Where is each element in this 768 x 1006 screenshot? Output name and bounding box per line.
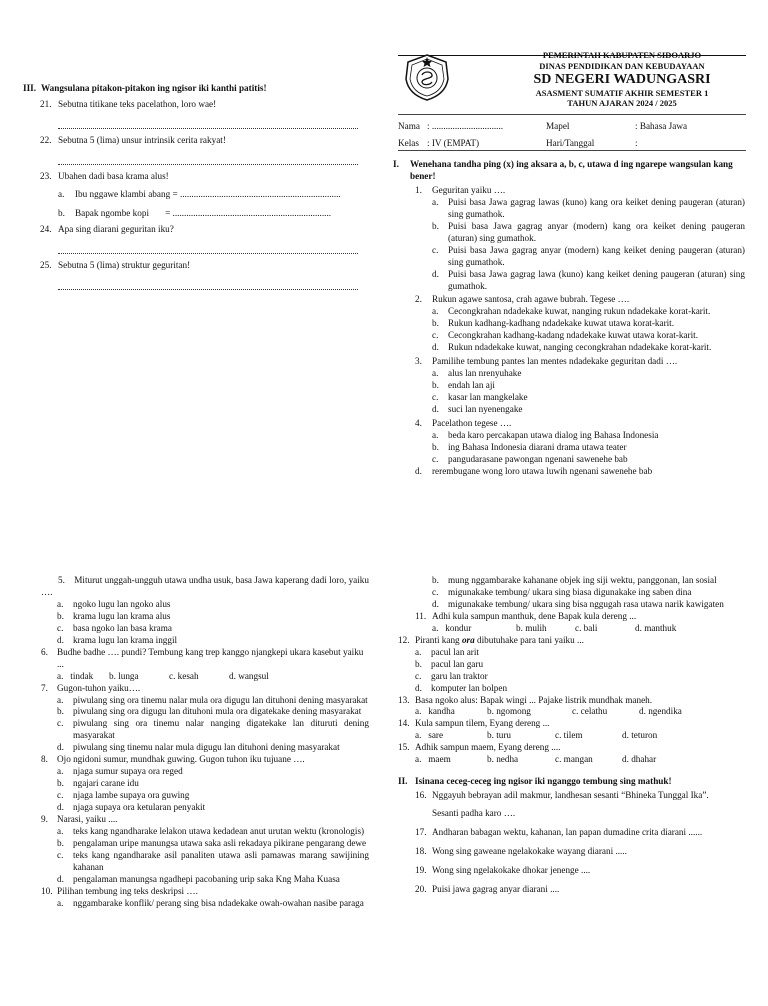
- option-b[interactable]: b. ngajari carane idu: [57, 778, 139, 789]
- question-number: 12.: [398, 634, 410, 645]
- header-divider: [398, 114, 746, 115]
- school-header: [398, 50, 746, 112]
- section-1-part-1: [393, 159, 745, 478]
- question-number: 9.: [41, 814, 48, 825]
- question-21: [23, 99, 358, 111]
- school-name: SD NEGERI WADUNGASRI: [533, 72, 711, 87]
- option-label: b.: [58, 207, 65, 218]
- option-a[interactable]: a. nggambarake konflik/ perang sing bisa ndadekake owah-owahan nasibe paraga: [57, 897, 364, 908]
- question-number: 21.: [40, 98, 52, 109]
- question-23-b: [23, 208, 358, 220]
- question-number: 3.: [415, 356, 422, 367]
- question-number: 20.: [415, 883, 427, 894]
- question-number: 14.: [398, 718, 410, 729]
- option-c[interactable]: c. Cecongkrahan kadhang-kadang ndadekake kuwat utawa korat-karit.: [432, 330, 699, 341]
- question-13-options: [398, 706, 746, 718]
- option-b[interactable]: b. endah lan aji: [432, 380, 495, 391]
- question-4: [393, 418, 745, 430]
- option-c[interactable]: c. tilem: [555, 730, 583, 741]
- question-25: [23, 260, 358, 272]
- option-c[interactable]: c. mangan: [555, 754, 593, 765]
- section-3-instruction: Wangsulana pitakon-pitakon ing ngisor iki kanthi patitis!: [41, 83, 267, 93]
- question-text: Geguritan yaiku ….: [432, 184, 506, 195]
- option-c[interactable]: c. garu lan traktor: [415, 670, 488, 681]
- option-a[interactable]: a. sare: [415, 730, 444, 741]
- question-12-options: [398, 647, 746, 695]
- option-d[interactable]: d. wangsul: [229, 670, 269, 681]
- question-14: [398, 718, 746, 730]
- question-number: 1.: [415, 184, 422, 195]
- option-b[interactable]: b. mulih: [516, 622, 547, 633]
- question-23: [23, 171, 358, 183]
- question-text: Pilihan tembung ing teks deskripsi ….: [57, 885, 198, 896]
- question-text: Adhik sampun maem, Eyang dereng ....: [415, 742, 561, 753]
- question-20: [398, 884, 746, 896]
- kelas-value: : IV (EMPAT): [427, 138, 480, 148]
- option-d[interactable]: d. manthuk: [635, 622, 677, 633]
- option-text[interactable]: Bapak ngombe kopi = .....................................................................: [75, 207, 332, 218]
- option-a[interactable]: a. Cecongkrahan ndadekake kuwat, nanging rukun ndadekake korat-karit.: [432, 306, 711, 317]
- school-year: TAHUN AJARAN 2024 / 2025: [567, 98, 677, 108]
- question-text: Wong sing gaweane ngelakokake wayang diarani .....: [432, 846, 627, 857]
- question-22: [23, 135, 358, 147]
- option-d[interactable]: d. teturon: [622, 730, 658, 741]
- question-text: Ubahen dadi basa krama alus!: [58, 170, 169, 181]
- option-a[interactable]: a. teks kang ngandharake lelakon utawa kedadean anut urutan wektu (kronologis): [57, 826, 365, 837]
- identity-block: [398, 121, 746, 151]
- section-2-instruction: Isinana ceceg-ceceg ing ngisor iki nganggo tembung sing mathuk!: [415, 776, 672, 787]
- option-c[interactable]: c. celathu: [572, 706, 608, 717]
- question-text: Gugon-tuhon yaiku….: [57, 682, 141, 693]
- option-c[interactable]: c. Puisi basa Jawa gagrag anyar (modern) kang keiket dening paugeran (aturan) sing gumathok.: [432, 244, 745, 267]
- question-8-options: [41, 766, 369, 814]
- option-a[interactable]: a. maem: [415, 754, 451, 765]
- question-text: Rukun agawe santosa, crah agawe bubrah. Tegese ….: [432, 294, 630, 305]
- option-a[interactable]: a. alus lan nrenyuhake: [432, 368, 522, 379]
- option-a[interactable]: a. pacul lan arit: [415, 646, 479, 657]
- option-c[interactable]: c. migunakake tembung/ ukara sing biasa digunakake ing saben dina: [432, 586, 692, 597]
- question-5: [41, 575, 369, 599]
- question-text: Sebutna 5 (lima) struktur geguritan!: [58, 259, 191, 270]
- question-number: 5.: [58, 575, 65, 585]
- mapel-label: Mapel: [546, 121, 570, 131]
- hari-label: Hari/Tanggal: [546, 138, 595, 148]
- question-number: 23.: [40, 170, 52, 181]
- option-b[interactable]: b. Puisi basa Jawa gagrag anyar (modern) kang ora keiket dening paugeran (aturan) sing gumathok.: [432, 220, 745, 243]
- section-3-number: III.: [23, 83, 37, 93]
- option-d[interactable]: d. krama lugu lan krama inggil: [57, 634, 178, 645]
- answer-line-22[interactable]: [58, 155, 358, 165]
- question-number: 6.: [41, 646, 48, 657]
- question-1-options: [393, 197, 745, 293]
- identity-divider: [398, 150, 746, 151]
- question-9-options: [41, 826, 369, 886]
- question-23-a: [23, 189, 358, 201]
- question-text: Piranti kang ora dibutuhake para tani yaiku ...: [415, 634, 584, 645]
- question-2: [393, 294, 745, 306]
- question-text: Andharan babagan wektu, kahanan, lan papan dumadine crita diarani ......: [432, 827, 703, 838]
- section-3: [23, 83, 358, 290]
- question-text: Narasi, yaiku ....: [57, 814, 118, 825]
- question-16-continuation: Sesanti padha karo ….: [432, 808, 516, 819]
- question-text: Nggayuh bebrayan adil makmur, landhesan sesanti “Bhineka Tunggal Ika”.: [432, 790, 709, 801]
- question-number: 15.: [398, 742, 410, 753]
- mapel-value: : Bahasa Jawa: [635, 121, 688, 131]
- question-6: [41, 647, 369, 671]
- section-1-instruction: Wenehana tandha ping (x) ing aksara a, b, c, utawa d ing ngarepe wangsulan kang bener!: [410, 159, 733, 181]
- question-text: Budhe badhe …. pundi? Tembung kang trep kanggo njangkepi ukara kasebut yaiku ...: [57, 646, 364, 669]
- question-text: Apa sing diarani geguritan iku?: [58, 223, 174, 234]
- option-b[interactable]: b. mung nggambarake kahanane objek ing siji wektu, panggonan, lan sosial: [432, 575, 717, 585]
- option-c[interactable]: c. basa ngoko lan basa krama: [57, 622, 172, 633]
- question-number: 11.: [415, 610, 427, 621]
- header-text: [506, 50, 738, 108]
- option-a[interactable]: a. Puisi basa Jawa gagrag lawas (kuno) kang ora keiket dening paugeran (aturan) sing gumathok.: [432, 196, 745, 219]
- option-d[interactable]: d. Puisi basa Jawa gagrag lawa (kuno) kang keiket dening paugeran (aturan) sing gumathok.: [432, 268, 745, 291]
- option-a[interactable]: a. kondur: [432, 622, 472, 633]
- question-text: Ojo ngidoni sumur, mundhak guwing. Gugon tuhon iku tujuane ….: [57, 754, 305, 765]
- kelas-label: Kelas: [398, 138, 419, 148]
- question-number: 13.: [398, 694, 410, 705]
- question-text: Miturut unggah-ungguh utawa undha usuk, basa Jawa kaperang dadi loro, yaiku ….: [41, 575, 369, 597]
- option-a[interactable]: a. kandha: [415, 706, 455, 717]
- question-24: [23, 224, 358, 236]
- option-c[interactable]: c. kesah: [169, 670, 199, 681]
- question-11: [398, 611, 746, 623]
- question-19: [398, 865, 746, 877]
- question-number: 16.: [415, 790, 427, 801]
- option-c[interactable]: c. pangudarasane pawongan ngenani sawenehe bab: [432, 453, 628, 464]
- option-d[interactable]: d. njaga supaya ora ketularan penyakit: [57, 802, 206, 813]
- question-number: 22.: [40, 134, 52, 145]
- question-2-options: [393, 306, 745, 354]
- question-number: 4.: [415, 418, 422, 429]
- question-text: Adhi kula sampun manthuk, dene Bapak kula dereng ...: [432, 610, 637, 621]
- question-text: Kula sampun tilem, Eyang dereng ...: [415, 718, 550, 729]
- option-c[interactable]: c. teks kang ngandharake asil panaliten utawa asli pamawas marang sawijining kahanan: [57, 849, 369, 872]
- question-text: Basa ngoko alus: Bapak wingi ... Pajake listrik mundhak maneh.: [415, 694, 653, 705]
- nama-label: Nama: [398, 121, 420, 131]
- question-1: [393, 185, 745, 197]
- option-d[interactable]: d. suci lan nyenengake: [432, 404, 523, 415]
- question-number: 25.: [40, 259, 52, 270]
- question-7: [41, 683, 369, 695]
- option-b[interactable]: b. ing Bahasa Indonesia diarani drama utawa teater: [432, 441, 627, 452]
- option-d[interactable]: d. ngendika: [639, 706, 682, 717]
- question-3-options: [393, 368, 745, 416]
- hari-field[interactable]: :: [635, 138, 638, 148]
- question-17: [398, 827, 746, 839]
- question-text: Pacelathon tegese ….: [432, 418, 512, 429]
- answer-line-21[interactable]: [58, 119, 358, 129]
- section-2-heading: [398, 776, 746, 788]
- question-number: 17.: [415, 827, 427, 838]
- question-3: [393, 356, 745, 368]
- option-b[interactable]: b. pengalaman uripe manungsa utawa saka asli rekadaya pikirane pengarang dewe: [57, 837, 367, 848]
- question-9: [41, 814, 369, 826]
- option-b[interactable]: b. turu: [487, 730, 511, 741]
- exam-title: ASASMENT SUMATIF AKHIR SEMESTER 1: [535, 88, 709, 98]
- section-1-part-2: [41, 575, 369, 910]
- option-b[interactable]: b. piwulang sing ora digugu lan dituhoni mula ora digatekake dening masyarakat: [57, 706, 362, 717]
- option-text[interactable]: Ibu nggawe klambi abang = ......................................................................: [75, 188, 341, 199]
- question-12: [398, 635, 746, 647]
- option-c[interactable]: c. bali: [575, 622, 598, 633]
- question-14-options: [398, 730, 746, 742]
- option-c[interactable]: c. kasar lan mangkelake: [432, 392, 528, 403]
- question-15-options: [398, 754, 746, 766]
- question-7-options: [41, 695, 369, 755]
- question-text: Sebutna 5 (lima) unsur intrinsik cerita rakyat!: [58, 134, 226, 145]
- question-number: 24.: [40, 223, 52, 234]
- question-text: Sebutna titikane teks pacelathon, loro wae!: [58, 98, 217, 109]
- option-d[interactable]: d. komputer lan bolpen: [415, 682, 508, 693]
- option-b[interactable]: b. pacul lan garu: [415, 658, 484, 669]
- question-text: Wong sing ngelakokake dhokar jenenge ....: [432, 865, 591, 876]
- question-6-options: [41, 671, 369, 683]
- header-line-2: DINAS PENDIDIKAN DAN KEBUDAYAAN: [539, 61, 705, 71]
- option-d[interactable]: d. pengalaman manungsa ngadhepi pacobaning urip saka Kng Maha Kuasa: [57, 873, 340, 884]
- header-line-1: PEMERINTAH KABUPATEN SIDOARJO: [542, 50, 702, 60]
- option-c[interactable]: c. njaga lambe supaya ora guwing: [57, 790, 190, 801]
- question-number: 8.: [41, 754, 48, 765]
- question-18: [398, 846, 746, 858]
- question-10: [41, 886, 369, 898]
- option-b[interactable]: b. nedha: [487, 754, 519, 765]
- question-number: 19.: [415, 865, 427, 876]
- section-2-number: II.: [398, 776, 408, 787]
- option-d[interactable]: d. migunakake tembung/ ukara sing bisa nggugah rasa utawa narik kawigaten: [432, 598, 724, 609]
- option-label: a.: [58, 188, 65, 199]
- question-number: 18.: [415, 846, 427, 857]
- question-10-options-cont: [398, 575, 746, 611]
- option-b[interactable]: b. Rukun kadhang-kadhang ndadekake kuwat utawa korat-karit.: [432, 318, 675, 329]
- question-13: [398, 695, 746, 707]
- question-number: 7.: [41, 682, 48, 693]
- question-4-options: [393, 430, 745, 466]
- answer-line-25[interactable]: [58, 280, 358, 290]
- section-1-part-3: [398, 575, 746, 896]
- option-c[interactable]: c. piwulang sing ora tinemu nalar nanging digatekake lan dituruti dening masyarakat: [57, 718, 369, 741]
- option-b[interactable]: b. krama lugu lan krama alus: [57, 610, 171, 621]
- option-d[interactable]: d. dhahar: [622, 754, 657, 765]
- logo-icon: [402, 53, 452, 101]
- nama-field[interactable]: : ...............................: [427, 121, 504, 131]
- question-10-options: [41, 898, 369, 910]
- section-1-number: I.: [393, 159, 399, 169]
- question-8: [41, 754, 369, 766]
- question-11-options: [398, 623, 746, 635]
- option-d[interactable]: d. piwulang sing tinemu nalar mula digugu lan dituhoni dening masyarakat: [57, 742, 340, 753]
- option-b[interactable]: b. lunga: [109, 670, 139, 681]
- option-a[interactable]: a. ngoko lugu lan ngoko alus: [57, 598, 171, 609]
- option-d[interactable]: d. Rukun ndadekake kuwat, nanging cecongkrahan ndadekake korat-karit.: [432, 342, 712, 353]
- question-15: [398, 742, 746, 754]
- question-text: Puisi jawa gagrag anyar diarani ....: [432, 883, 560, 894]
- option-b[interactable]: b. ngomong: [487, 706, 531, 717]
- option-a[interactable]: a. beda karo percakapan utawa dialog ing Bahasa Indonesia: [432, 429, 659, 440]
- option-d[interactable]: d. rerembugane wong loro utawa luwih ngenani sawenehe bab: [415, 465, 653, 476]
- question-number: 2.: [415, 294, 422, 305]
- question-text: Pamilihe tembung pantes lan mentes ndadekake geguritan dadi ….: [432, 356, 678, 367]
- question-number: 10.: [41, 885, 53, 896]
- option-a[interactable]: a. njaga sumur supaya ora reged: [57, 766, 183, 777]
- answer-line-24[interactable]: [58, 244, 358, 254]
- question-16: [398, 790, 746, 802]
- option-a[interactable]: a. tindak: [57, 670, 94, 681]
- option-a[interactable]: a. piwulang sing ora tinemu nalar mula ora digugu lan dituhoni dening masyarakat: [57, 694, 368, 705]
